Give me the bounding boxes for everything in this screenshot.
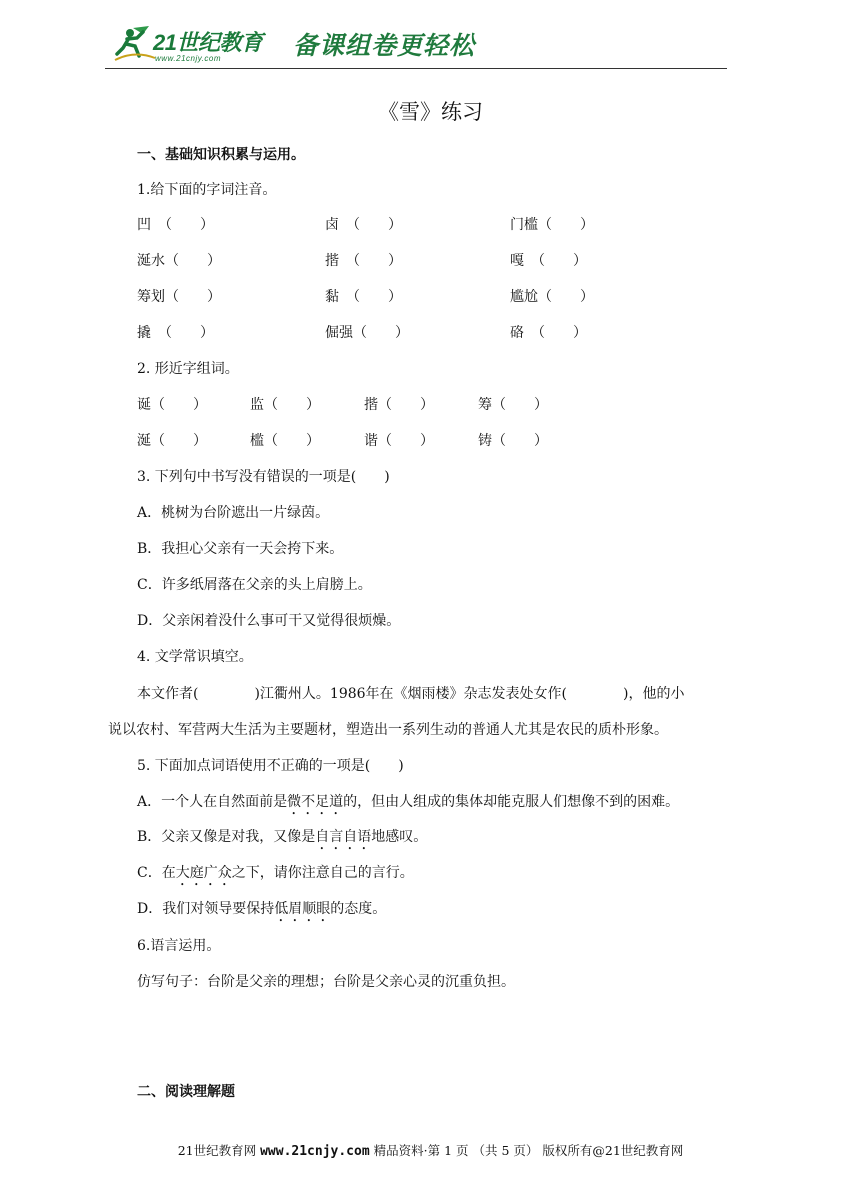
pinyin-item: 撬 （ ）	[137, 325, 214, 341]
word-item: 铸（ ）	[478, 433, 548, 449]
option-a: A．桃树为台阶遮出一片绿茵。	[137, 505, 330, 521]
runner-logo-icon	[113, 24, 157, 64]
header-divider	[105, 68, 727, 69]
section-heading: 二、阅读理解题	[137, 1084, 235, 1100]
pinyin-item: 黏 （ ）	[325, 289, 402, 305]
question-prompt: 6.语言运用。	[137, 938, 221, 954]
pinyin-item: 筹划（ ）	[137, 289, 221, 305]
option-b: B．我担心父亲有一天会挎下来。	[137, 541, 344, 557]
option-b	[137, 827, 427, 853]
option-text: C．在	[137, 865, 176, 881]
option-d: D．父亲闲着没什么事可干又觉得很烦燥。	[137, 613, 401, 629]
footer-prefix: 21世纪教育网	[177, 1143, 257, 1158]
pinyin-item: 嘎 （ ）	[510, 253, 587, 269]
word-item: 诞（ ）	[137, 397, 207, 413]
option-text: B．父亲又像是对我，又像是	[137, 829, 316, 845]
question-prompt: 2. 形近字组词。	[137, 361, 239, 377]
footer-suffix: 精品资料·第 1 页 （共 5 页） 版权所有@21世纪教育网	[373, 1143, 684, 1158]
dotted-phrase: 自言自语	[315, 829, 372, 845]
question-prompt: 1.给下面的字词注音。	[137, 182, 277, 198]
question-prompt: 3. 下列句中书写没有错误的一项是( )	[137, 469, 390, 485]
page-title: 《雪》练习	[378, 100, 483, 124]
option-text: 之下，请你注意自己的言行。	[231, 865, 414, 881]
pinyin-item: 门槛（ ）	[510, 217, 594, 233]
option-text: 的态度。	[330, 901, 387, 917]
paragraph-line: 本文作者( )江衢州人。1986年在《烟雨楼》杂志发表处女作( )，他的小	[137, 686, 685, 702]
option-text: 的，但由人组成的集体却能克服人们想像不到的困难。	[343, 794, 680, 810]
footer-url[interactable]: www.21cnjy.com	[260, 1144, 370, 1159]
page-header	[105, 22, 727, 70]
word-item: 筹（ ）	[478, 397, 548, 413]
dotted-phrase: 大庭广众	[175, 865, 232, 881]
pinyin-item: 卤 （ ）	[325, 217, 402, 233]
section-heading: 一、基础知识积累与运用。	[137, 147, 305, 163]
question-text: 仿写句子：台阶是父亲的理想；台阶是父亲心灵的沉重负担。	[137, 974, 515, 990]
option-a	[137, 792, 679, 818]
word-item: 监（ ）	[250, 397, 320, 413]
logo-url: www.21cnjy.com	[155, 54, 221, 63]
dotted-phrase: 微不足道	[287, 794, 344, 810]
option-text: A．一个人在自然面前是	[137, 794, 288, 810]
header-slogan: 备课组卷更轻松	[293, 31, 476, 60]
option-c	[137, 863, 414, 889]
page-footer	[0, 1141, 861, 1159]
option-c: C．许多纸屑落在父亲的头上肩膀上。	[137, 577, 372, 593]
pinyin-item: 倔强（ ）	[325, 325, 409, 341]
word-item: 揩（ ）	[364, 397, 434, 413]
pinyin-item: 硌 （ ）	[510, 325, 587, 341]
paragraph-line: 说以农村、军营两大生活为主要题材，塑造出一系列生动的普通人尤其是农民的质朴形象。	[108, 722, 668, 738]
logo-text: 21世纪教育	[153, 30, 263, 55]
option-text: D．我们对领导要保持	[137, 901, 275, 917]
option-d	[137, 899, 386, 925]
pinyin-item: 尴尬（ ）	[510, 289, 594, 305]
word-item: 槛（ ）	[250, 433, 320, 449]
word-item: 谐（ ）	[364, 433, 434, 449]
option-text: 地感叹。	[371, 829, 428, 845]
pinyin-item: 揩 （ ）	[325, 253, 402, 269]
dotted-phrase: 低眉顺眼	[274, 901, 331, 917]
pinyin-item: 凹 （ ）	[137, 217, 214, 233]
word-item: 涎（ ）	[137, 433, 207, 449]
question-prompt: 4. 文学常识填空。	[137, 649, 253, 665]
pinyin-item: 涎水（ ）	[137, 253, 221, 269]
question-prompt: 5. 下面加点词语使用不正确的一项是( )	[137, 758, 404, 774]
